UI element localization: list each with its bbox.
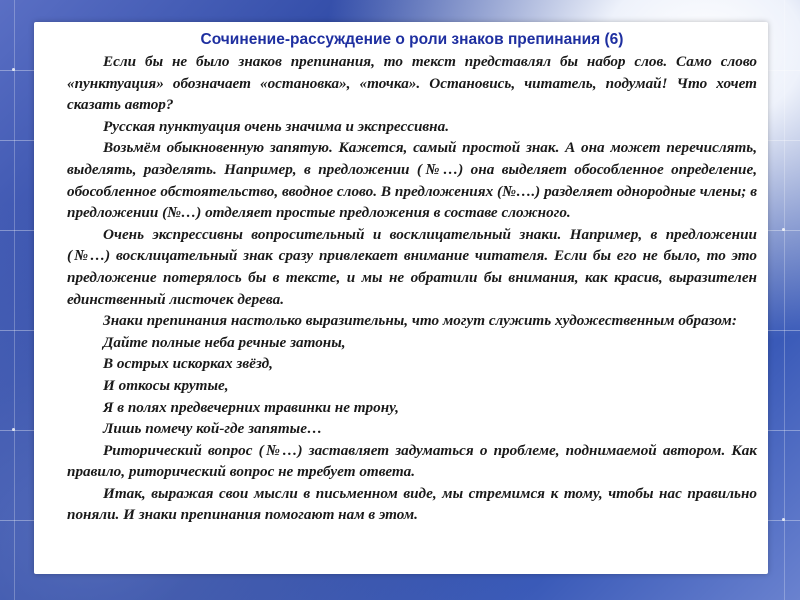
essay-paragraph: Риторический вопрос (№…) заставляет задуматься о проблеме, поднимаемой автором. Как правило, риторический вопрос не требует ответа. xyxy=(67,441,757,481)
page-title: Сочинение-рассуждение о роли знаков препинания (6) xyxy=(200,31,624,48)
verse-line: Лишь помечу кой-где запятые… xyxy=(103,420,323,438)
content-panel xyxy=(34,22,768,574)
essay-paragraph: Знаки препинания настолько выразительны, что могут служить художественным образом: xyxy=(103,312,737,330)
background-sparkle xyxy=(12,68,15,71)
essay-content xyxy=(67,30,757,526)
essay-paragraph: Очень экспрессивны вопросительный и восклицательный знаки. Например, в предложении (№…) восклицательный знак сразу привлекает внимание читателя. Если бы его не было, то это предложение потерялось бы в тексте, и мы не обратили бы внимания, как красив, выразителен единственный листочек дерева. xyxy=(67,225,757,308)
essay-paragraph: Если бы не было знаков препинания, то текст представлял бы набор слов. Само слово «пунктуация» обозначает «остановка», «точка». Остановись, читатель, подумай! Что хочет сказать автор? xyxy=(67,53,757,114)
verse-line: И откосы крутые, xyxy=(103,376,229,394)
verse-line: Дайте полные неба речные затоны, xyxy=(103,333,346,351)
background-sparkle xyxy=(782,518,785,521)
essay-paragraph: Русская пунктуация очень значима и экспрессивна. xyxy=(103,117,450,135)
background-sparkle xyxy=(782,228,785,231)
background-sparkle xyxy=(12,428,15,431)
verse-line: Я в полях предвечерних травинки не трону, xyxy=(103,398,399,416)
essay-paragraph: Возьмём обыкновенную запятую. Кажется, самый простой знак. А она может перечислять, выделять, разделять. Например, в предложении (№…) она выделяет обособленное определение, обособленное обстоятельство, вводное слово. В предложениях (№….) разделяет однородные члены; в предложении (№…) отделяет простые предложения в составе сложного. xyxy=(67,139,757,222)
background-line xyxy=(784,0,785,600)
essay-paragraph: Итак, выражая свои мысли в письменном виде, мы стремимся к тому, чтобы нас правильно поняли. И знаки препинания помогают нам в этом. xyxy=(67,484,757,524)
background-line xyxy=(14,0,15,600)
verse-line: В острых искорках звёзд, xyxy=(103,355,273,373)
